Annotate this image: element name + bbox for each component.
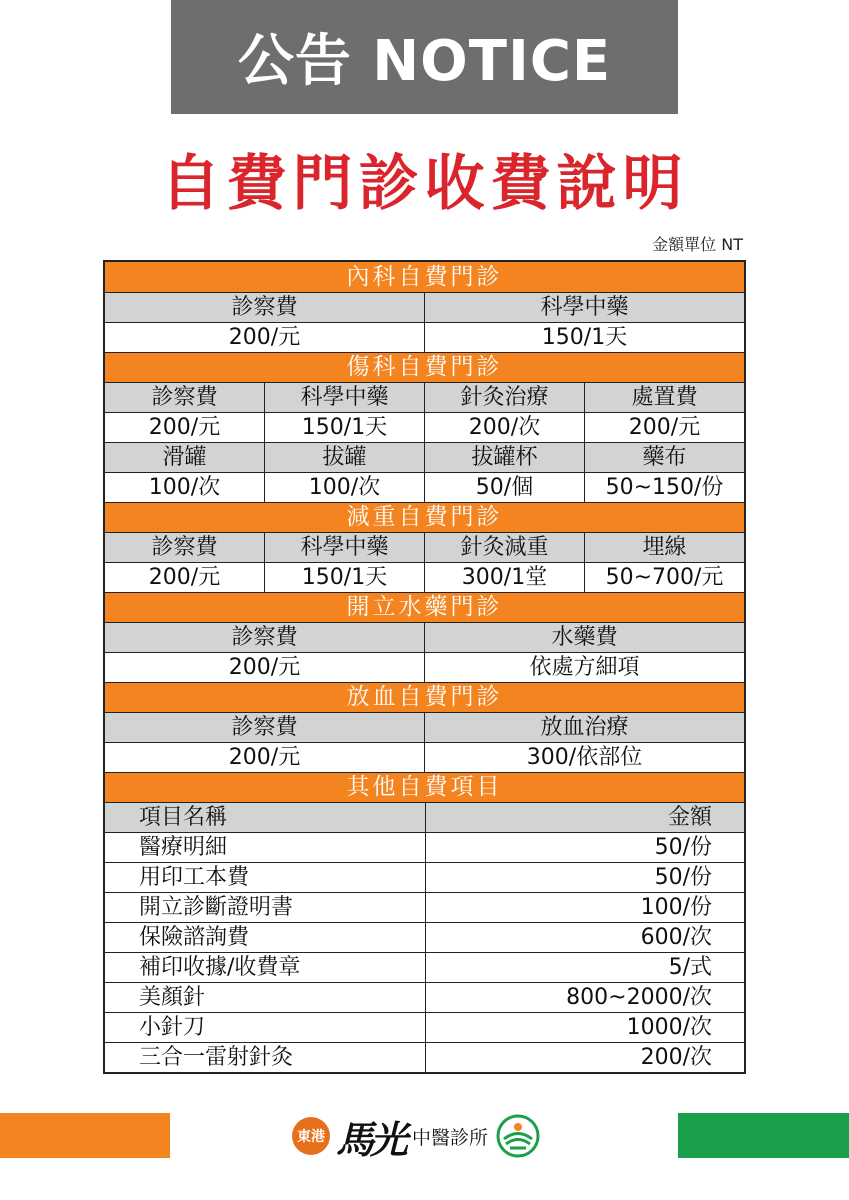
- price-cell: 100/次: [264, 473, 424, 502]
- price-cell: 100/次: [148, 474, 221, 500]
- section-header-internal: [105, 262, 744, 292]
- column-header: 診察費: [231, 294, 298, 320]
- item-name: 補印收據/收費章: [139, 954, 301, 980]
- table-row: [105, 832, 744, 862]
- price-cell: 150/1天: [264, 413, 424, 442]
- table-row: [105, 982, 744, 1012]
- column-header: 診察費: [231, 624, 298, 650]
- column-header-price: 金額: [425, 803, 744, 832]
- section-title: 放血自費門診: [346, 684, 503, 710]
- item-name: 醫療明細: [139, 834, 228, 860]
- price-cell: 50~150/份: [584, 473, 744, 502]
- item-price: 50/份: [425, 863, 744, 892]
- clinic-logo: [292, 1110, 562, 1162]
- column-header: 診察費: [151, 384, 218, 410]
- table-row: [105, 442, 744, 472]
- price-cell: 150/1天: [424, 323, 744, 352]
- notice-banner: [171, 0, 678, 114]
- table-row: [105, 712, 744, 742]
- column-header: 藥布: [584, 443, 744, 472]
- column-header: 水藥費: [424, 623, 744, 652]
- column-header: 針灸減重: [424, 533, 584, 562]
- section-header-trauma: [105, 352, 744, 382]
- page-title: 自費門診收費說明: [160, 149, 689, 219]
- section-title: 其他自費項目: [346, 774, 503, 800]
- price-cell: 300/依部位: [424, 743, 744, 772]
- footer-orange-bar: [0, 1113, 170, 1158]
- price-cell: 200/元: [148, 414, 221, 440]
- section-title: 開立水藥門診: [346, 594, 503, 620]
- price-cell: 50/個: [424, 473, 584, 502]
- price-cell: 200/元: [228, 654, 301, 680]
- section-header-weight: [105, 502, 744, 532]
- column-header: 滑罐: [162, 444, 207, 470]
- column-header: 科學中藥: [264, 533, 424, 562]
- price-cell: 150/1天: [264, 563, 424, 592]
- table-row: [105, 322, 744, 352]
- item-name: 保險諮詢費: [139, 924, 250, 950]
- column-header: 診察費: [231, 714, 298, 740]
- section-header-decoction: [105, 592, 744, 622]
- table-row: [105, 382, 744, 412]
- column-header: 科學中藥: [264, 383, 424, 412]
- section-header-bloodletting: [105, 682, 744, 712]
- table-row: [105, 622, 744, 652]
- column-header: 拔罐: [264, 443, 424, 472]
- table-row: [105, 472, 744, 502]
- logo-clinic-name: 中醫診所: [412, 1126, 489, 1149]
- item-price: 800~2000/次: [425, 983, 744, 1012]
- price-cell: 200/次: [424, 413, 584, 442]
- table-row: [105, 1042, 744, 1072]
- table-row: [105, 922, 744, 952]
- item-price: 1000/次: [425, 1013, 744, 1042]
- footer-green-bar: [678, 1113, 849, 1158]
- column-header: 放血治療: [424, 713, 744, 742]
- clinic-emblem-icon: [496, 1114, 540, 1158]
- table-row: [105, 292, 744, 322]
- currency-unit-note: 金額單位 NT: [652, 235, 743, 254]
- price-cell: 200/元: [228, 324, 301, 350]
- table-row: [105, 802, 744, 832]
- column-header: 埋線: [584, 533, 744, 562]
- item-name: 美顏針: [139, 984, 206, 1010]
- item-name: 小針刀: [139, 1014, 206, 1040]
- item-name: 三合一雷射針灸: [139, 1044, 294, 1070]
- column-header-item-name: 項目名稱: [139, 804, 228, 830]
- column-header: 科學中藥: [424, 293, 744, 322]
- item-price: 100/份: [425, 893, 744, 922]
- fee-table: [103, 260, 746, 1074]
- table-row: [105, 892, 744, 922]
- price-cell: 200/元: [228, 744, 301, 770]
- price-cell: 200/元: [148, 564, 221, 590]
- table-row: [105, 532, 744, 562]
- price-cell: 200/元: [584, 413, 744, 442]
- logo-badge: 東港: [292, 1117, 330, 1155]
- table-row: [105, 1012, 744, 1042]
- item-price: 5/式: [425, 953, 744, 982]
- price-cell: 依處方細項: [424, 653, 744, 682]
- item-price: 600/次: [425, 923, 744, 952]
- price-cell: 300/1堂: [424, 563, 584, 592]
- item-name: 開立診斷證明書: [139, 894, 294, 920]
- section-header-other: [105, 772, 744, 802]
- section-title: 傷科自費門診: [346, 354, 503, 380]
- price-cell: 50~700/元: [584, 563, 744, 592]
- item-price: 200/次: [425, 1043, 744, 1072]
- item-price: 50/份: [425, 833, 744, 862]
- table-row: [105, 652, 744, 682]
- column-header: 診察費: [151, 534, 218, 560]
- column-header: 針灸治療: [424, 383, 584, 412]
- table-row: [105, 412, 744, 442]
- item-name: 用印工本費: [139, 864, 250, 890]
- section-title: 內科自費門診: [346, 263, 503, 290]
- logo-script: 馬光: [336, 1116, 405, 1162]
- table-row: [105, 562, 744, 592]
- column-header: 拔罐杯: [424, 443, 584, 472]
- section-title: 減重自費門診: [346, 504, 503, 530]
- column-header: 處置費: [584, 383, 744, 412]
- table-row: [105, 952, 744, 982]
- table-row: [105, 862, 744, 892]
- table-row: [105, 742, 744, 772]
- notice-banner-text: 公告 NOTICE: [237, 29, 612, 94]
